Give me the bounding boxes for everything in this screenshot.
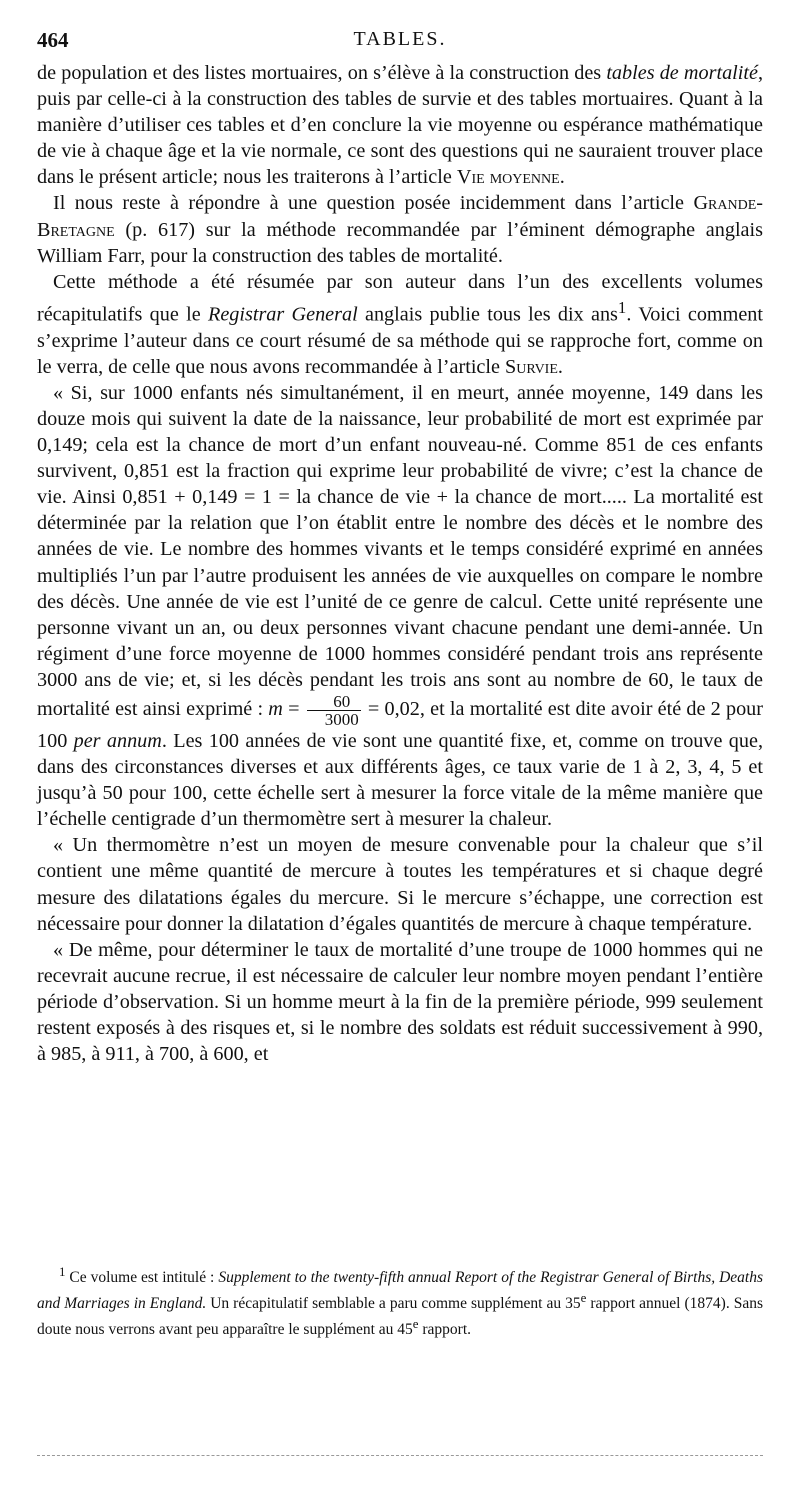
- text-segment: Cette méthode a été résumée par son auteur dans l’un des excellents volumes récapitulatifs que le: [37, 270, 763, 326]
- page-number: 464: [37, 28, 69, 52]
- text-segment: « Si, sur 1000 enfants nés simultanément, il en meurt, année moyenne, 149 dans les douze mois qui suivent la date de la naissance, leur probabilité de mort est exprimée par 0,149; cela est la chance de mort d’un enfant nouveau-né. Comme 851 de ces enfants survivent, 0,851 est la fraction qui exprime leur probabilité de vivre; c’est la chance de vie. Ainsi 0,851 + 0,149 = 1 = la chance de vie + la chance de mort..... La mortalité est déterminée par la relation que l’on établit entre le nombre des décès et le nombre des années de vie. Le nombre des hommes vivants et le temps considéré exprimé en années multipliés l’un par l’autre produisent les années de vie auxquelles on compare le nombre des décès. Une année de vie est l’unité de ce genre de calcul. Cette unité représente une personne vivant un an, ou deux personnes vivant chacune pendant une demi-année. Un régiment d’une force moyenne de 1000 hommes considéré pendant trois ans représente 3000 ans de vie; et, si les décès pendant les trois ans sont au nombre de 60, le taux de mortalité est ainsi exprimé :: [37, 381, 763, 721]
- text-segment: (p. 617) sur la méthode recommandée par l’éminent démographe anglais William Farr, pour la construction des tables de mortalité.: [37, 218, 763, 267]
- text-segment: rapport annuel (1874). Sans doute nous verrons avant peu apparaître le supplément au 45: [37, 1295, 763, 1339]
- formula-equals: =: [282, 698, 305, 721]
- text-segment: rapport.: [418, 1321, 472, 1339]
- running-title: TABLES.: [353, 28, 447, 50]
- paragraph-2: [37, 190, 763, 268]
- text-segment: Il nous reste à répondre à une question posée incidemment dans l’article: [53, 192, 694, 215]
- footnote-text: [37, 1262, 763, 1340]
- ordinal-suffix: e: [412, 1316, 419, 1332]
- text-segment: de population et des listes mortuaires, on s’élève à la construction des: [37, 62, 607, 84]
- bottom-rule: [37, 1455, 763, 1456]
- formula-result: = 0,02: [362, 698, 420, 721]
- paragraph-5: « Un thermomètre n’est un moyen de mesure convenable pour la chaleur que s’il contient une même quantité de mercure à toutes les températures et si chaque degré mesure des dilatations égales du mercure. Si le mercure s’échappe, une correction est nécessaire pour donner la dilatation d’égales quantités de mercure à chaque température.: [37, 834, 763, 935]
- footnote-marker: 1: [59, 1264, 66, 1279]
- article-reference: Survie: [505, 355, 558, 378]
- italic-term: per annum: [73, 729, 162, 752]
- main-text: [37, 60, 763, 1067]
- article-reference: Vie moyenne: [456, 166, 560, 189]
- text-segment: , et la mortalité est dite avoir été de 2 pour 100: [37, 698, 763, 752]
- footnote-reference: 1: [617, 297, 627, 317]
- text-segment: anglais publie tous les dix ans: [357, 303, 618, 326]
- fraction: [307, 693, 361, 728]
- ordinal-suffix: e: [580, 1290, 587, 1306]
- paragraph-3: [37, 269, 763, 380]
- italic-term: Registrar General: [207, 303, 358, 326]
- text-segment: Un récapitulatif semblable a paru comme supplément au 35: [206, 1295, 581, 1313]
- text-segment: . Les 100 années de vie sont une quantité fixe, et, comme on trouve que, dans des circonstances diverses et aux différents âges, ce taux varie de 1 à 2, 3, 4, 5 et jusqu’à 50 pour 100, cette échelle sert à mesurer la force vitale de la même manière que l’échelle centigrade d’un thermomètre sert à mesurer la chaleur.: [37, 729, 763, 831]
- text-segment: . Voici comment s’exprime l’auteur dans ce court résumé de sa méthode qui se rapproche fort, comme on le verra, de celle que nous avons recommandée à l’article: [37, 303, 763, 378]
- footnote: [37, 1262, 763, 1340]
- paragraph-1: [37, 60, 763, 190]
- text-segment: , puis par celle-ci à la construction des tables de survie et des tables mortuaires. Quant à la manière d’utiliser ces tables et d’en conclure la vie moyenne ou espérance mathématique de vie à chaque âge et la vie normale, ce sont des questions qui ne sauraient trouver place dans le présent article; nous les traiterons à l’article: [37, 62, 763, 189]
- article-reference: Grande-Bretagne: [37, 192, 763, 241]
- italic-term: tables de mortalité: [606, 62, 758, 84]
- page-header: [37, 28, 763, 58]
- fraction-denominator: 3000: [324, 709, 359, 729]
- text-segment: Ce volume est intitulé :: [65, 1269, 219, 1287]
- formula-variable: m: [268, 698, 283, 721]
- fraction-numerator: 60: [307, 693, 361, 711]
- paragraph-6: « De même, pour déterminer le taux de mortalité d’une troupe de 1000 hommes qui ne recevrait aucune recrue, il est nécessaire de calculer leur nombre moyen pendant l’entière période d’observation. Si un homme meurt à la fin de la première période, 999 seulement restent exposés à des risques et, si le nombre des soldats est réduit successivement à 990, à 985, à 911, à 700, à 600, et: [37, 938, 763, 1066]
- formula: [268, 691, 420, 729]
- italic-title: Supplement to the twenty-fifth annual Report of the Registrar General of Births, Deaths and Marriages in England.: [37, 1269, 763, 1313]
- text-segment: .: [559, 166, 565, 189]
- text-segment: .: [557, 355, 563, 378]
- paragraph-4: [37, 380, 763, 833]
